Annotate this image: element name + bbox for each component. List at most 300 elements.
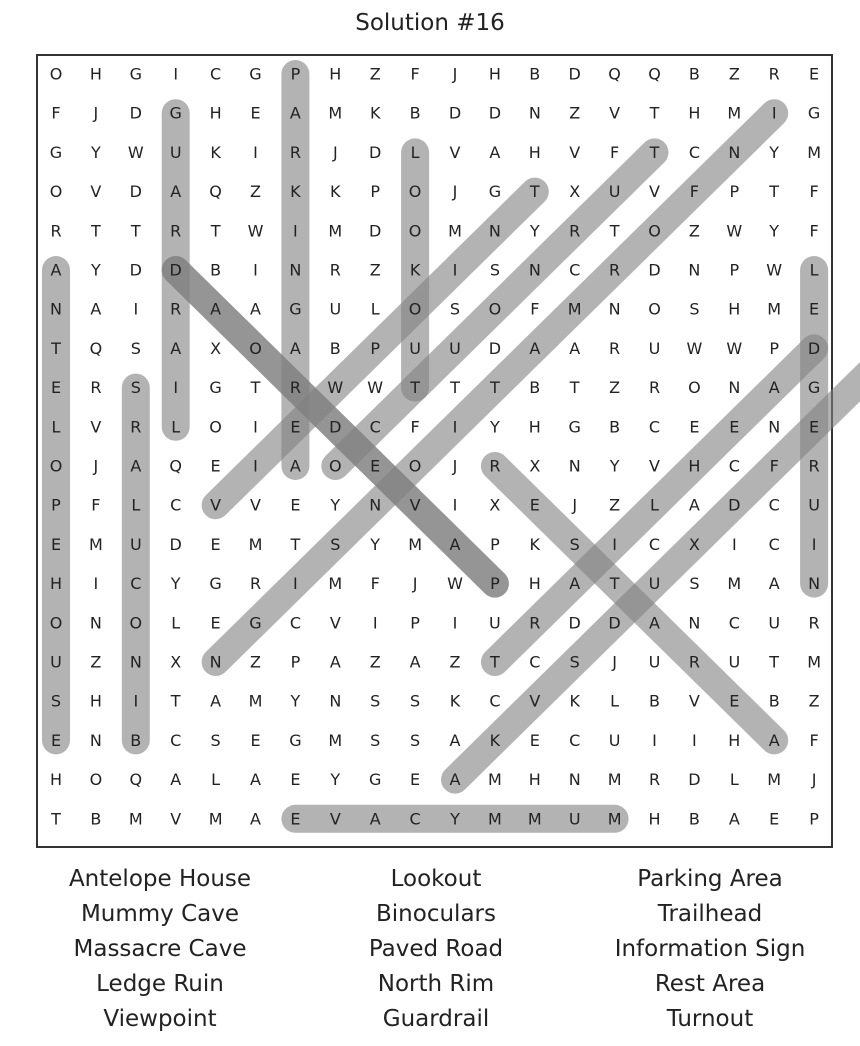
grid-letter: O	[648, 221, 661, 241]
grid-letter: O	[209, 417, 222, 437]
grid-letter: S	[449, 299, 461, 319]
grid-letter: G	[289, 299, 302, 319]
word-list-item: Rest Area	[654, 971, 766, 997]
grid-letter: N	[728, 142, 741, 162]
grid-letter: B	[688, 809, 700, 829]
grid-letter: Q	[129, 770, 143, 790]
grid-letter: X	[170, 652, 182, 672]
grid-letter: A	[50, 260, 62, 280]
grid-letter: F	[689, 182, 700, 202]
grid-letter: O	[688, 378, 701, 398]
grid-letter: X	[489, 495, 501, 515]
grid-letter: L	[809, 260, 819, 280]
grid-letter: D	[608, 613, 621, 633]
grid-letter: T	[769, 652, 780, 672]
grid-letter: A	[529, 338, 541, 358]
grid-letter: M	[727, 103, 742, 123]
grid-letter: H	[329, 64, 342, 84]
grid-letter: P	[490, 534, 500, 554]
grid-letter: D	[369, 142, 382, 162]
grid-letter: G	[807, 103, 821, 123]
grid-letter: Q	[608, 64, 621, 84]
grid-letter: E	[410, 770, 421, 790]
grid-letter: L	[51, 417, 61, 437]
grid-letter: Y	[529, 221, 540, 241]
grid-letter: E	[769, 809, 780, 829]
grid-letter: M	[607, 809, 622, 829]
grid-letter: T	[91, 221, 101, 241]
grid-letter: M	[567, 299, 582, 319]
grid-letter: I	[731, 534, 737, 554]
grid-letter: K	[290, 182, 301, 202]
grid-letter: Y	[330, 495, 341, 515]
grid-letter: J	[612, 652, 617, 672]
grid-letter: A	[210, 691, 222, 711]
grid-letter: G	[249, 64, 262, 84]
grid-letter: N	[50, 299, 62, 319]
grid-letter: M	[248, 534, 263, 554]
grid-letter: C	[289, 613, 301, 633]
grid-letter: Z	[250, 652, 261, 672]
grid-letter: O	[408, 456, 422, 476]
grid-letter: M	[807, 652, 822, 672]
word-list-column-3	[570, 862, 850, 1037]
grid-letter: V	[170, 809, 182, 829]
grid-letter: D	[488, 338, 502, 358]
grid-letter: K	[569, 691, 580, 711]
grid-letter: E	[50, 534, 62, 554]
grid-letter: I	[692, 730, 697, 750]
grid-letter: F	[609, 142, 620, 162]
grid-letter: E	[290, 770, 301, 790]
grid-letter: S	[130, 338, 141, 358]
grid-letter: H	[648, 809, 661, 829]
grid-letter: I	[253, 260, 258, 280]
grid-letter: Z	[369, 64, 381, 84]
grid-letter: N	[688, 613, 701, 633]
grid-letter: R	[808, 613, 820, 633]
grid-letter: O	[49, 182, 63, 202]
grid-letter: R	[289, 142, 301, 162]
grid-letter: U	[409, 338, 421, 358]
grid-letter: T	[410, 378, 420, 398]
grid-letter: B	[649, 691, 660, 711]
grid-letter: Y	[330, 770, 341, 790]
grid-letter: Q	[209, 182, 222, 202]
grid-letter: T	[609, 221, 620, 241]
grid-letter: R	[130, 417, 142, 437]
grid-letter: P	[729, 260, 740, 280]
grid-letter: H	[728, 299, 741, 319]
grid-letter: K	[489, 730, 501, 750]
grid-letter: X	[529, 456, 541, 476]
grid-letter: U	[129, 534, 142, 554]
grid-letter: A	[768, 730, 780, 750]
grid-letter: D	[169, 260, 182, 280]
grid-letter: N	[528, 103, 541, 123]
grid-letter: D	[169, 534, 182, 554]
grid-letter: R	[489, 456, 501, 476]
grid-letter: M	[88, 534, 103, 554]
grid-letter: R	[569, 221, 581, 241]
grid-letter: B	[529, 64, 541, 84]
grid-letter: V	[569, 142, 581, 162]
grid-letter: A	[768, 574, 780, 594]
grid-letter: E	[50, 730, 62, 750]
grid-letter: A	[170, 182, 182, 202]
grid-letter: D	[369, 221, 382, 241]
word-list-item: Massacre Cave	[73, 936, 247, 962]
grid-letter: B	[130, 730, 142, 750]
grid-letter: Z	[808, 691, 820, 711]
grid-letter: M	[487, 770, 502, 790]
grid-letter: E	[290, 417, 301, 437]
grid-letter: R	[90, 378, 102, 398]
grid-letter: F	[91, 495, 101, 515]
grid-letter: V	[90, 417, 102, 437]
grid-letter: N	[209, 652, 222, 672]
grid-letter: N	[129, 652, 142, 672]
grid-letter: O	[49, 64, 63, 84]
grid-letter: C	[688, 142, 700, 162]
grid-letter: S	[569, 652, 580, 672]
grid-letter: Z	[449, 652, 461, 672]
grid-letter: G	[289, 730, 302, 750]
grid-letter: G	[249, 613, 262, 633]
grid-letter: T	[490, 378, 500, 398]
grid-letter: I	[293, 221, 298, 241]
grid-letter: A	[449, 534, 461, 554]
grid-letter: H	[209, 103, 222, 123]
grid-letter: G	[368, 770, 382, 790]
grid-letter: T	[649, 142, 660, 162]
grid-letter: Z	[369, 652, 381, 672]
grid-letter: J	[93, 103, 99, 123]
word-list-item: Trailhead	[657, 901, 763, 927]
grid-letter: M	[208, 809, 223, 829]
grid-letter: C	[569, 260, 581, 280]
grid-letter: A	[449, 770, 461, 790]
grid-letter: P	[490, 574, 500, 594]
grid-letter: A	[90, 299, 102, 319]
grid-letter: T	[450, 378, 460, 398]
grid-letter: O	[129, 613, 143, 633]
grid-letter: R	[170, 221, 182, 241]
grid-letter: V	[529, 691, 541, 711]
grid-letter: S	[689, 299, 700, 319]
grid-letter: T	[649, 103, 660, 123]
grid-letter: W	[367, 378, 384, 398]
grid-letter: K	[210, 142, 221, 162]
grid-letter: V	[649, 182, 660, 202]
grid-letter: Y	[609, 456, 620, 476]
grid-letter: D	[648, 260, 661, 280]
grid-letter: P	[410, 613, 420, 633]
grid-letter: B	[688, 64, 700, 84]
grid-letter: M	[328, 103, 343, 123]
grid-letter: N	[808, 574, 821, 594]
grid-letter: A	[170, 770, 182, 790]
grid-letter: E	[250, 730, 261, 750]
grid-letter: H	[89, 64, 102, 84]
grid-letter: R	[170, 299, 182, 319]
grid-letter: M	[328, 730, 343, 750]
grid-letter: Z	[728, 64, 740, 84]
grid-letter: W	[247, 221, 264, 241]
grid-letter: I	[293, 574, 298, 594]
grid-letter: A	[768, 378, 780, 398]
grid-letter: Y	[370, 534, 381, 554]
grid-letter: L	[171, 417, 181, 437]
grid-letter: R	[289, 378, 301, 398]
grid-letter: I	[452, 260, 458, 280]
grid-letter: M	[767, 770, 782, 790]
grid-letter: O	[408, 221, 422, 241]
grid-letter: B	[90, 809, 102, 829]
grid-letter: Y	[170, 574, 181, 594]
grid-letter: U	[489, 613, 501, 633]
grid-letter: B	[529, 378, 541, 398]
grid-letter: S	[50, 691, 62, 711]
grid-letter: C	[728, 613, 740, 633]
grid-letter: I	[173, 64, 179, 84]
grid-letter: U	[50, 652, 62, 672]
grid-letter: L	[211, 770, 221, 790]
grid-letter: A	[289, 103, 301, 123]
grid-letter: K	[330, 182, 341, 202]
grid-letter: N	[768, 417, 781, 437]
grid-letter: E	[210, 534, 221, 554]
grid-letter: A	[250, 299, 261, 319]
grid-letter: A	[369, 809, 381, 829]
grid-letter: A	[569, 574, 581, 594]
word-list-column-1	[20, 862, 300, 1037]
grid-letter: H	[528, 574, 541, 594]
grid-letter: I	[771, 103, 777, 123]
grid-letter: V	[329, 809, 341, 829]
grid-letter: L	[410, 142, 420, 162]
grid-letter: B	[409, 103, 421, 123]
grid-letter: L	[131, 495, 141, 515]
grid-letter: M	[128, 809, 143, 829]
grid-letter: T	[130, 221, 141, 241]
grid-letter: Y	[769, 142, 780, 162]
grid-letter: J	[452, 456, 458, 476]
grid-letter: W	[726, 338, 743, 358]
grid-letter: F	[410, 417, 420, 437]
grid-letter: R	[609, 260, 621, 280]
grid-letter: C	[210, 64, 222, 84]
grid-letter: N	[528, 260, 541, 280]
grid-letter: S	[330, 534, 341, 554]
grid-letter: Z	[609, 495, 621, 515]
grid-letter: C	[768, 534, 780, 554]
grid-letter: O	[89, 770, 103, 790]
grid-letter: G	[209, 574, 222, 594]
grid-letter: U	[449, 338, 461, 358]
grid-letter: D	[568, 64, 581, 84]
grid-letter: L	[610, 691, 620, 711]
word-list-item: North Rim	[377, 971, 495, 997]
grid-letter: C	[648, 417, 661, 437]
grid-letter: V	[449, 142, 461, 162]
grid-letter: E	[809, 417, 820, 437]
grid-letter: H	[488, 64, 501, 84]
grid-letter: D	[728, 495, 741, 515]
grid-letter: V	[409, 495, 421, 515]
grid-letter: C	[369, 417, 381, 437]
grid-letter: F	[410, 64, 420, 84]
grid-letter: D	[488, 103, 502, 123]
grid-letter: F	[809, 182, 819, 202]
word-list-item: Information Sign	[614, 936, 806, 962]
grid-letter: F	[809, 730, 819, 750]
grid-letter: E	[290, 495, 301, 515]
grid-letter: I	[133, 691, 139, 711]
grid-letter: F	[370, 574, 380, 594]
grid-letter: J	[811, 770, 817, 790]
grid-letter: E	[210, 613, 221, 633]
grid-letter: M	[727, 574, 742, 594]
grid-letter: A	[210, 299, 222, 319]
grid-letter: G	[169, 103, 182, 123]
grid-letter: A	[329, 652, 341, 672]
grid-letter: C	[569, 730, 581, 750]
grid-letter: M	[607, 770, 622, 790]
grid-letter: L	[650, 495, 659, 515]
grid-letter: P	[370, 182, 381, 202]
grid-letter: L	[729, 770, 739, 790]
grid-letter: M	[328, 574, 343, 594]
word-list-item: Mummy Cave	[80, 901, 240, 927]
grid-letter: N	[369, 495, 382, 515]
grid-letter: C	[170, 730, 182, 750]
grid-letter: E	[210, 456, 221, 476]
puzzle-title: Solution #16	[355, 10, 505, 36]
grid-letter: M	[767, 299, 782, 319]
grid-letter: M	[328, 221, 343, 241]
grid-letter: V	[688, 691, 700, 711]
grid-letter: U	[728, 652, 741, 672]
grid-letter: C	[529, 652, 541, 672]
grid-letter: I	[372, 613, 378, 633]
grid-letter: F	[530, 299, 540, 319]
grid-letter: E	[50, 378, 62, 398]
grid-letter: P	[809, 809, 819, 829]
grid-letter: D	[807, 338, 821, 358]
word-list-item: Viewpoint	[103, 1006, 217, 1032]
grid-letter: R	[688, 652, 700, 672]
word-list-item: Antelope House	[68, 866, 252, 892]
grid-letter: G	[488, 182, 502, 202]
grid-letter: Q	[89, 338, 103, 358]
grid-letter: Z	[369, 260, 381, 280]
grid-letter: O	[49, 613, 63, 633]
grid-letter: I	[811, 534, 817, 554]
grid-letter: U	[608, 182, 621, 202]
grid-letter: T	[51, 338, 61, 358]
grid-letter: W	[726, 221, 743, 241]
grid-letter: S	[410, 730, 421, 750]
grid-letter: T	[769, 182, 780, 202]
grid-letter: A	[569, 338, 581, 358]
grid-letter: U	[648, 574, 661, 594]
grid-letter: N	[488, 221, 501, 241]
grid-letter: E	[370, 456, 381, 476]
grid-letter: Y	[450, 809, 460, 829]
grid-letter: M	[248, 691, 263, 711]
grid-letter: G	[568, 417, 581, 437]
grid-letter: O	[249, 338, 262, 358]
grid-letter: Q	[169, 456, 182, 476]
grid-letter: Y	[769, 221, 780, 241]
grid-letter: A	[649, 613, 660, 633]
grid-letter: K	[449, 691, 461, 711]
grid-letter: O	[648, 299, 661, 319]
grid-letter: E	[250, 103, 261, 123]
grid-letter: C	[409, 809, 421, 829]
grid-letter: U	[169, 142, 182, 162]
grid-letter: H	[49, 770, 63, 790]
grid-letter: R	[249, 574, 262, 594]
grid-letter: G	[807, 378, 821, 398]
grid-letter: D	[448, 103, 462, 123]
grid-letter: U	[648, 338, 661, 358]
grid-letter: T	[51, 809, 61, 829]
grid-letter: U	[648, 652, 661, 672]
grid-letter: O	[49, 456, 63, 476]
grid-letter: E	[729, 417, 740, 437]
grid-letter: W	[686, 338, 703, 358]
grid-letter: U	[768, 613, 781, 633]
grid-letter: B	[329, 338, 341, 358]
grid-letter: J	[93, 456, 99, 476]
grid-letter: X	[688, 534, 700, 554]
grid-letter: R	[648, 770, 661, 790]
grid-letter: E	[529, 730, 540, 750]
grid-letter: H	[728, 730, 741, 750]
grid-letter: C	[768, 495, 780, 515]
grid-letter: I	[452, 417, 458, 437]
grid-letter: C	[489, 691, 501, 711]
grid-letter: Z	[250, 182, 261, 202]
grid-letter: V	[649, 456, 660, 476]
grid-letter: Y	[490, 417, 500, 437]
grid-letter: P	[370, 338, 381, 358]
grid-letter: I	[452, 495, 458, 515]
grid-letter: U	[329, 299, 342, 319]
grid-letter: C	[170, 495, 182, 515]
grid-letter: I	[133, 299, 139, 319]
grid-letter: U	[608, 730, 621, 750]
grid-letter: P	[769, 338, 780, 358]
grid-letter: Z	[90, 652, 102, 672]
grid-letter: S	[370, 691, 381, 711]
grid-letter: T	[569, 378, 580, 398]
grid-letter: Z	[688, 221, 700, 241]
grid-letter: Q	[648, 64, 661, 84]
grid-letter: M	[487, 809, 502, 829]
grid-letter: I	[253, 142, 258, 162]
grid-letter: R	[609, 338, 621, 358]
grid-letter: T	[170, 691, 181, 711]
grid-letter: N	[329, 691, 342, 711]
grid-letter: M	[448, 221, 462, 241]
grid-letter: K	[409, 260, 421, 280]
grid-letter: S	[130, 378, 141, 398]
grid-letter: N	[568, 770, 581, 790]
grid-letter: A	[289, 338, 301, 358]
